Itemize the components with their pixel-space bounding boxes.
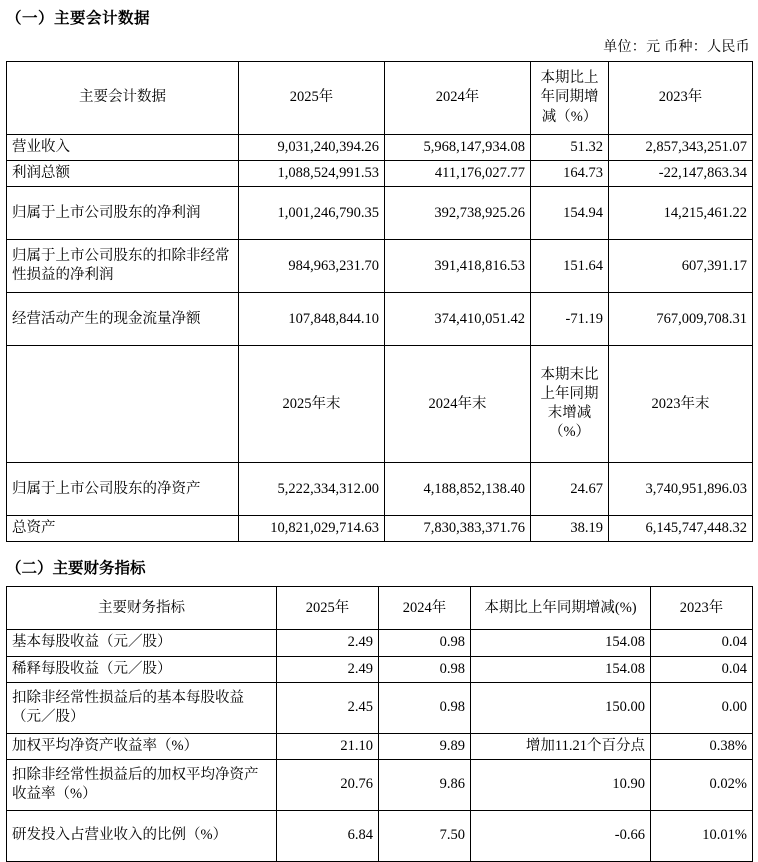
row-value-2023: 14,215,461.22 — [609, 187, 753, 240]
unit-note: 单位：元 币种：人民币 — [603, 40, 750, 55]
row-value-change: 增加11.21个百分点 — [471, 733, 651, 759]
header-2023: 2023年 — [609, 62, 753, 135]
row-value-2023: 3,740,951,896.03 — [609, 463, 753, 516]
table-row — [7, 733, 753, 759]
header-2025: 2025年 — [239, 62, 385, 135]
row-label: 归属于上市公司股东的扣除非经常性损益的净利润 — [7, 240, 239, 293]
row-value-2023: 0.04 — [651, 656, 753, 682]
row-value-2025: 2.49 — [277, 656, 379, 682]
row-value-2024: 411,176,027.77 — [385, 161, 531, 187]
table-header-row — [7, 587, 753, 630]
table-row — [7, 630, 753, 656]
row-value-2024: 0.98 — [379, 656, 471, 682]
table-row — [7, 135, 753, 161]
row-value-2024: 392,738,925.26 — [385, 187, 531, 240]
section-title-accounting-data: （一）主要会计数据 — [6, 10, 151, 27]
table-row — [7, 810, 753, 861]
row-value-2024: 9.89 — [379, 733, 471, 759]
header-change: 本期比上年同期增减（%） — [531, 62, 609, 135]
row-value-2023: 10.01% — [651, 810, 753, 861]
subheader-blank — [7, 346, 239, 463]
row-label: 基本每股收益（元／股） — [7, 630, 277, 656]
header-metric: 主要会计数据 — [7, 62, 239, 135]
row-label: 营业收入 — [7, 135, 239, 161]
header-indicator: 主要财务指标 — [7, 587, 277, 630]
row-label: 总资产 — [7, 516, 239, 542]
row-value-change: 24.67 — [531, 463, 609, 516]
row-value-2023: 0.04 — [651, 630, 753, 656]
row-value-change: 154.08 — [471, 630, 651, 656]
row-value-2023: 2,857,343,251.07 — [609, 135, 753, 161]
row-value-2023: 0.00 — [651, 682, 753, 733]
subheader-2023-end: 2023年末 — [609, 346, 753, 463]
row-value-2025: 2.45 — [277, 682, 379, 733]
row-value-2024: 391,418,816.53 — [385, 240, 531, 293]
row-value-2025: 21.10 — [277, 733, 379, 759]
header-2024: 2024年 — [385, 62, 531, 135]
row-value-change: -0.66 — [471, 810, 651, 861]
section-title-financial-indicators: （二）主要财务指标 — [6, 560, 146, 578]
row-value-2024: 0.98 — [379, 682, 471, 733]
row-value-2024: 0.98 — [379, 630, 471, 656]
header-change: 本期比上年同期增减(%) — [471, 587, 651, 630]
header-2025: 2025年 — [277, 587, 379, 630]
row-label: 归属于上市公司股东的净资产 — [7, 463, 239, 516]
row-value-change: 154.08 — [471, 656, 651, 682]
row-value-2024: 5,968,147,934.08 — [385, 135, 531, 161]
row-value-2025: 107,848,844.10 — [239, 293, 385, 346]
main-financial-indicators-table — [6, 586, 753, 861]
row-label: 稀释每股收益（元／股） — [7, 656, 277, 682]
row-value-2023: 6,145,747,448.32 — [609, 516, 753, 542]
table-row — [7, 682, 753, 733]
main-accounting-data-table — [6, 61, 753, 542]
row-value-2025: 6.84 — [277, 810, 379, 861]
row-label: 加权平均净资产收益率（%） — [7, 733, 277, 759]
row-label: 扣除非经常性损益后的基本每股收益（元／股） — [7, 682, 277, 733]
subheader-2024-end: 2024年末 — [385, 346, 531, 463]
row-value-2025: 984,963,231.70 — [239, 240, 385, 293]
header-2023: 2023年 — [651, 587, 753, 630]
table-row — [7, 293, 753, 346]
row-value-change: 150.00 — [471, 682, 651, 733]
table-row — [7, 759, 753, 810]
row-value-change: 38.19 — [531, 516, 609, 542]
table-row — [7, 240, 753, 293]
row-value-2025: 20.76 — [277, 759, 379, 810]
row-label: 经营活动产生的现金流量净额 — [7, 293, 239, 346]
table-row — [7, 656, 753, 682]
row-value-2023: -22,147,863.34 — [609, 161, 753, 187]
row-value-change: -71.19 — [531, 293, 609, 346]
table-row — [7, 463, 753, 516]
header-2024: 2024年 — [379, 587, 471, 630]
row-value-change: 164.73 — [531, 161, 609, 187]
row-value-2023: 607,391.17 — [609, 240, 753, 293]
row-label: 利润总额 — [7, 161, 239, 187]
row-value-2025: 5,222,334,312.00 — [239, 463, 385, 516]
row-label: 扣除非经常性损益后的加权平均净资产收益率（%） — [7, 759, 277, 810]
row-value-2025: 1,088,524,991.53 — [239, 161, 385, 187]
row-value-2023: 0.02% — [651, 759, 753, 810]
row-value-change: 154.94 — [531, 187, 609, 240]
row-value-2024: 374,410,051.42 — [385, 293, 531, 346]
section2-container — [6, 556, 752, 861]
table-row — [7, 161, 753, 187]
row-value-change: 51.32 — [531, 135, 609, 161]
row-value-2025: 1,001,246,790.35 — [239, 187, 385, 240]
row-value-2024: 7.50 — [379, 810, 471, 861]
row-value-2024: 7,830,383,371.76 — [385, 516, 531, 542]
table-row — [7, 516, 753, 542]
subheader-2025-end: 2025年末 — [239, 346, 385, 463]
row-value-change: 151.64 — [531, 240, 609, 293]
row-value-2023: 767,009,708.31 — [609, 293, 753, 346]
row-label: 归属于上市公司股东的净利润 — [7, 187, 239, 240]
row-value-2025: 9,031,240,394.26 — [239, 135, 385, 161]
row-value-change: 10.90 — [471, 759, 651, 810]
row-value-2023: 0.38% — [651, 733, 753, 759]
row-value-2024: 9.86 — [379, 759, 471, 810]
row-label: 研发投入占营业收入的比例（%） — [7, 810, 277, 861]
table-row — [7, 187, 753, 240]
table-subheader-row — [7, 346, 753, 463]
row-value-2024: 4,188,852,138.40 — [385, 463, 531, 516]
subheader-change-end: 本期末比上年同期末增减（%） — [531, 346, 609, 463]
row-value-2025: 10,821,029,714.63 — [239, 516, 385, 542]
row-value-2025: 2.49 — [277, 630, 379, 656]
table-header-row — [7, 62, 753, 135]
